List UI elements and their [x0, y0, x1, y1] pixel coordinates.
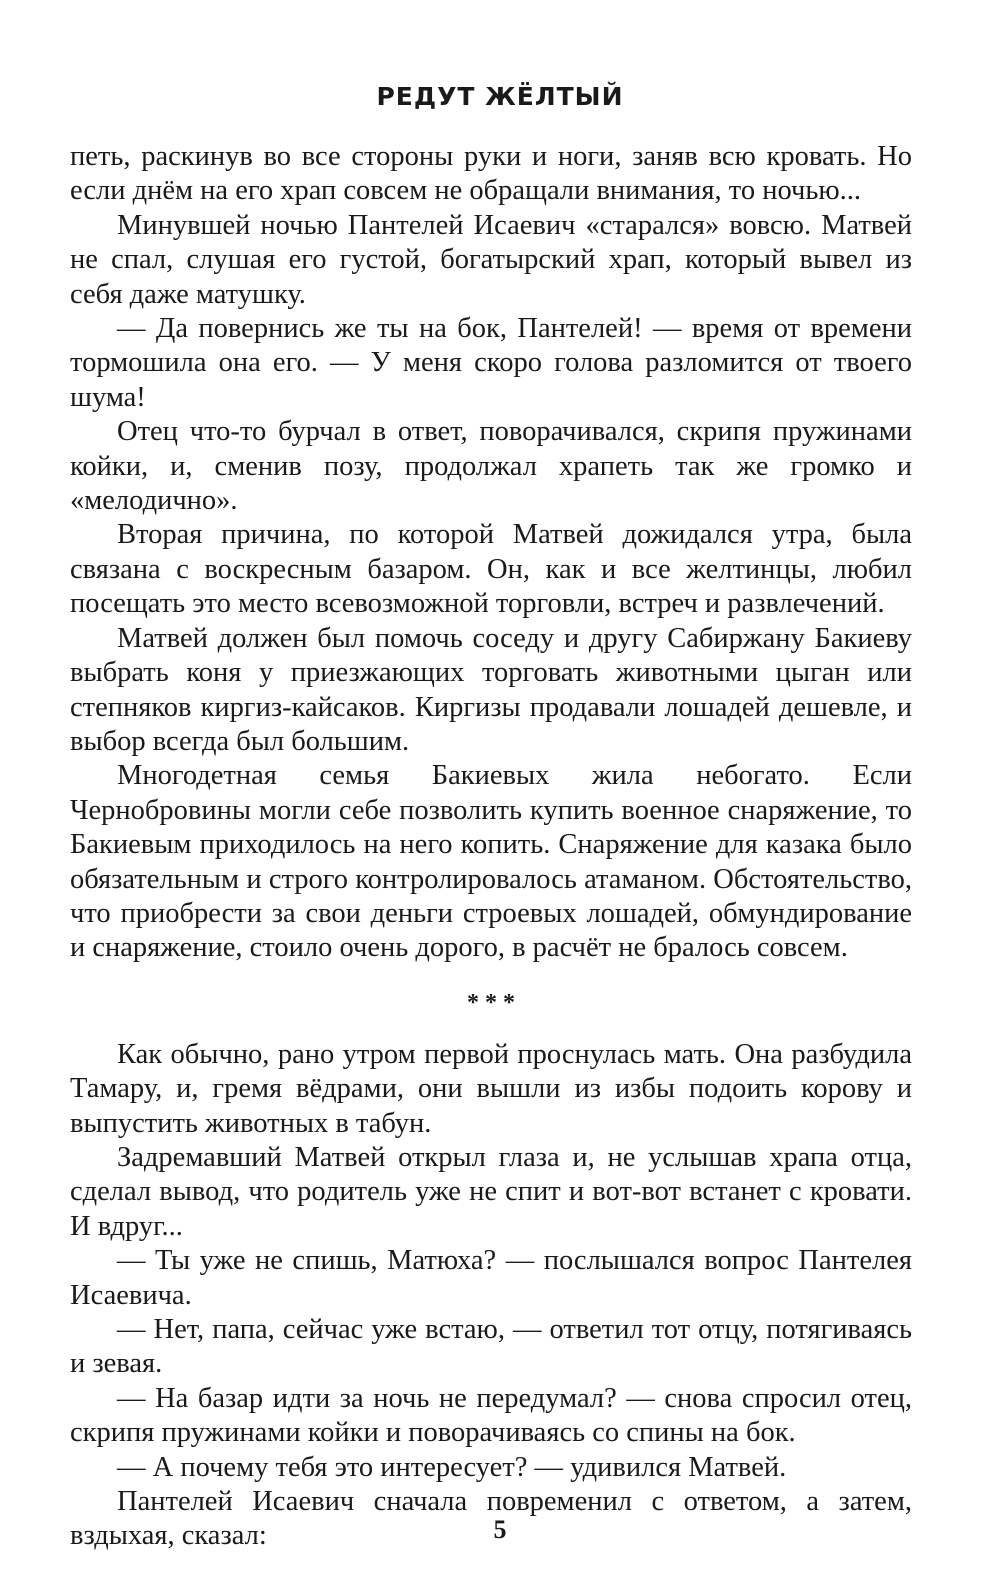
- paragraph: Отец что-то бурчал в ответ, поворачивался, скрипя пружинами койки, и, сменив позу, продолжал храпеть так же громко и «мелодично».: [70, 416, 912, 517]
- paragraph-dialogue: — На базар идти за ночь не передумал? — снова спросил отец, скрипя пружинами койки и поворачиваясь со спины на бок.: [70, 1382, 912, 1449]
- paragraph: Многодетная семья Бакиевых жила небогато. Если Чернобровины могли себе позволить купить военное снаряжение, то Бакиевым приходилось на него копить. Снаряжение для казака было обязательным и строго контролировалось атаманом. Обстоятельство, что приобрести за свои деньги строевых лошадей, обмундирование и снаряжение, стоило очень дорого, в расчёт не бралось совсем.: [70, 760, 912, 964]
- section-break: * * *: [467, 989, 515, 1016]
- paragraph-dialogue: — Да повернись же ты на бок, Пантелей! — время от времени тормошила она его. — У меня скоро голова разломится от твоего шума!: [70, 313, 912, 413]
- paragraph-continued: петь, раскинув во все стороны руки и ноги, заняв всю кровать. Но если днём на его храп совсем не обращали внимания, то ночью...: [70, 141, 912, 207]
- paragraph: Задремавший Матвей открыл глаза и, не услышав храпа отца, сделал вывод, что родитель уже не спит и вот-вот встанет с кровати. И вдруг...: [70, 1141, 912, 1242]
- paragraph: Пантелей Исаевич сначала повременил с ответом, а затем, вздыхая, сказал:: [70, 1486, 912, 1552]
- body-text: [70, 140, 912, 1554]
- page-number: 5: [493, 1515, 507, 1544]
- paragraph: Вторая причина, по которой Матвей дожидался утра, была связана с воскресным базаром. Он, как и все желтинцы, любил посещать это место всевозможной торговли, встреч и развлечений.: [70, 519, 912, 620]
- paragraph: Минувшей ночью Пантелей Исаевич «старался» вовсю. Матвей не спал, слушая его густой, богатырский храп, который вывел из себя даже матушку.: [70, 209, 912, 310]
- running-head: РЕДУТ ЖЁЛТЫЙ: [376, 82, 624, 111]
- paragraph: Как обычно, рано утром первой проснулась мать. Она разбудила Тамару, и, гремя вёдрами, они вышли из избы подоить корову и выпустить животных в табун.: [70, 1038, 912, 1139]
- paragraph: Матвей должен был помочь соседу и другу Сабиржану Бакиеву выбрать коня у приезжающих торговать животными цыган или степняков киргиз-кайсаков. Киргизы продавали лошадей дешевле, и выбор всегда был большим.: [70, 622, 912, 757]
- paragraph-dialogue: — А почему тебя это интересует? — удивился Матвей.: [117, 1451, 787, 1483]
- paragraph-dialogue: — Нет, папа, сейчас уже встаю, — ответил тот отцу, потягиваясь и зевая.: [70, 1314, 912, 1380]
- paragraph-dialogue: — Ты уже не спишь, Матюха? — послышался вопрос Пантелея Исаевича.: [70, 1245, 912, 1311]
